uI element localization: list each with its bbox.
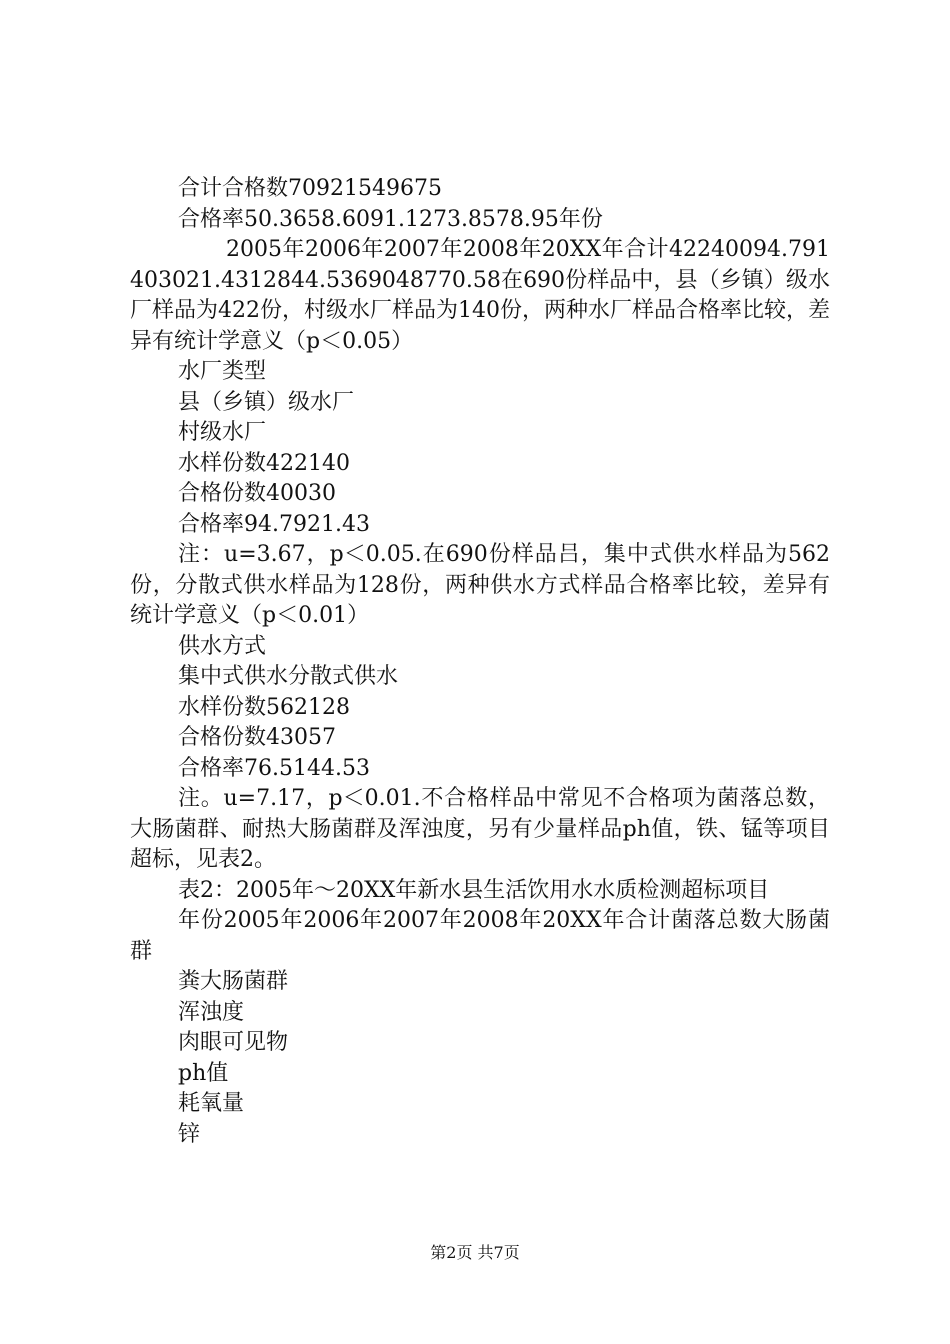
paragraph-supply-types: 集中式供水分散式供水 [178, 664, 399, 689]
paragraph-qualified-count-1: 合格份数40030 [178, 481, 336, 506]
document-body [130, 174, 830, 1150]
paragraph-sample-count-2: 水样份数562128 [178, 694, 350, 720]
page-number-footer: 第2页 共7页 [430, 1243, 520, 1262]
paragraph-zinc: 锌 [178, 1121, 201, 1147]
paragraph-county-plant: 县（乡镇）级水厂 [178, 389, 355, 415]
paragraph-turbidity: 浑浊度 [178, 999, 245, 1025]
paragraph-qualified-count-2: 合格份数43057 [178, 725, 336, 750]
paragraph-visible-matter: 肉眼可见物 [178, 1030, 289, 1055]
paragraph-table-2-title: 表2：2005年～20XX年新水县生活饮用水水质检测超标项目 [178, 877, 770, 903]
paragraph-qualified-rate-2: 合格率76.5144.53 [178, 755, 370, 781]
paragraph-qualified-rate-1: 合格率94.7921.43 [178, 511, 370, 537]
paragraph-table-2-header: 年份2005年2006年2007年2008年20XX年合计菌落总数大肠菌群 [130, 908, 830, 964]
paragraph-plant-type: 水厂类型 [178, 359, 267, 384]
paragraph-ph: ph值 [178, 1060, 229, 1086]
paragraph-note-2: 注。u=7.17，p＜0.01.不合格样品中常见不合格项为菌落总数，大肠菌群、耐热大肠菌群及浑浊度，另有少量样品ph值，铁、锰等项目超标，见表2。 [130, 786, 830, 872]
paragraph-supply-mode: 供水方式 [178, 633, 267, 659]
paragraph-total-qualified: 合计合格数70921549675 [178, 176, 442, 201]
paragraph-note-1: 注：u=3.67，p＜0.05.在690份样品吕，集中式供水样品为562份，分散式供水样品为128份，两种供水方式样品合格率比较，差异有统计学意义（p＜0.01） [130, 542, 830, 628]
paragraph-qualified-rate: 合格率50.3658.6091.1273.8578.95年份 [178, 206, 603, 232]
paragraph-oxygen-consumption: 耗氧量 [178, 1091, 245, 1116]
paragraph-yearly-summary: 2005年2006年2007年2008年20XX年合计42240094.791403021.4312844.5369048770.58在690份样品中，县（乡镇）级水厂样品为422份，村级水厂样品为140份，两种水厂样品合格率比较，差异有统计学意义（p＜0.05） [130, 237, 830, 354]
paragraph-village-plant: 村级水厂 [178, 420, 267, 445]
paragraph-sample-count-1: 水样份数422140 [178, 450, 350, 476]
paragraph-fecal-coliform: 粪大肠菌群 [178, 969, 289, 994]
